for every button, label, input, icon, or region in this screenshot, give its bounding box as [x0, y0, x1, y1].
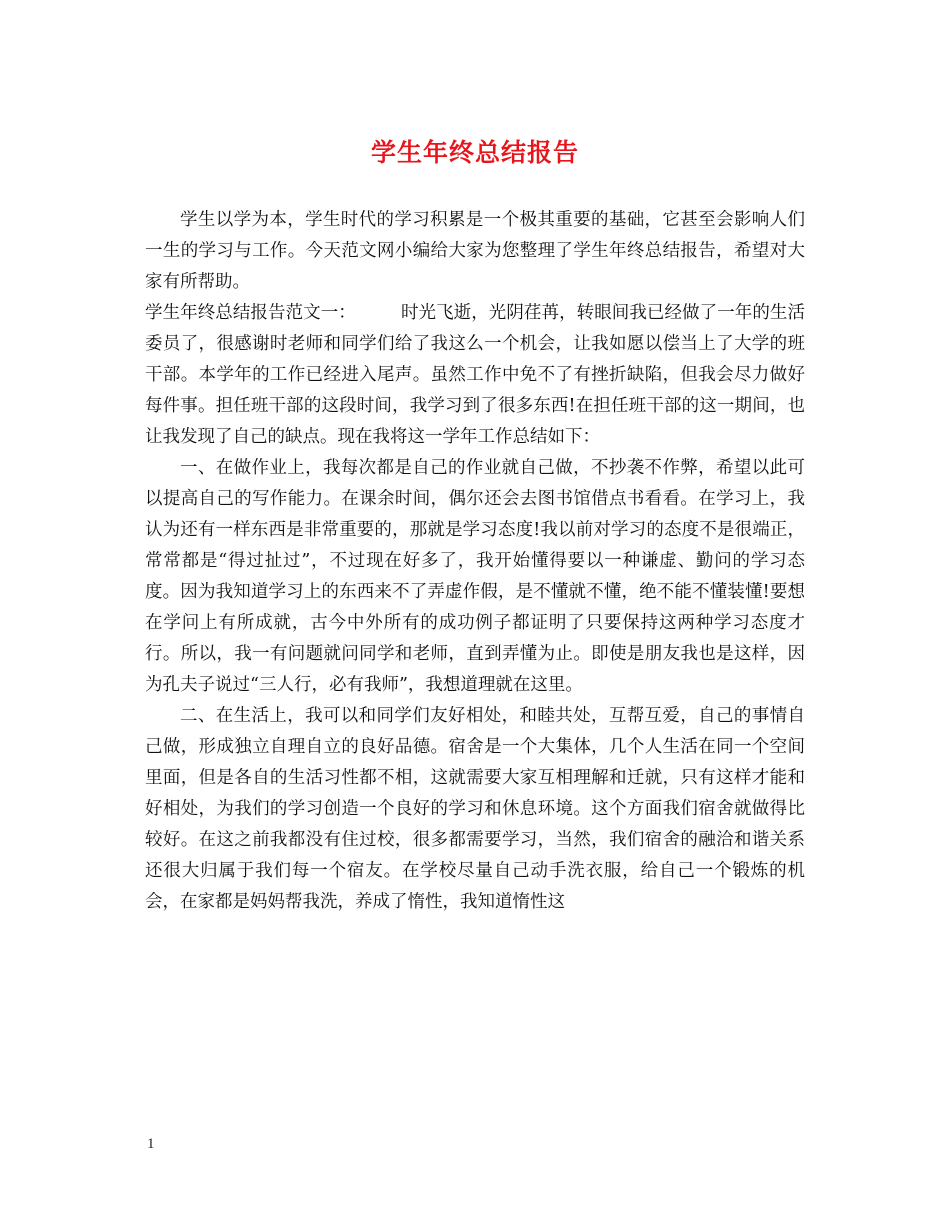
- sample-paragraph: [145, 298, 805, 453]
- document-title: 学生年终总结报告: [370, 138, 579, 167]
- page-number: 1: [147, 1136, 155, 1152]
- document-body: [145, 205, 805, 918]
- sample-label: 学生年终总结报告范文一：: [145, 303, 356, 323]
- sample-gap: [356, 303, 401, 323]
- sample-text: 时光飞逝，光阴荏苒，转眼间我已经做了一年的生活委员了，很感谢时老师和同学们给了我这么一个机会，让我如愿以偿当上了大学的班干部。本学年的工作已经进入尾声。虽然工作中免不了有挫折缺陷，但我会尽力做好每件事。担任班干部的这段时间，我学习到了很多东西!在担任班干部的这一期间，也让我发现了自己的缺点。现在我将这一学年工作总结如下：: [145, 303, 805, 447]
- paragraph-study: 一、在做作业上，我每次都是自己的作业就自己做，不抄袭不作弊，希望以此可以提高自己的写作能力。在课余时间，偶尔还会去图书馆借点书看看。在学习上，我认为还有一样东西是非常重要的，那就是学习态度!我以前对学习的态度不是很端正，常常都是“得过扯过”，不过现在好多了，我开始懂得要以一种谦虚、勤问的学习态度。因为我知道学习上的东西来不了弄虚作假，是不懂就不懂，绝不能不懂装懂!要想在学问上有所成就，古今中外所有的成功例子都证明了只要保持这两种学习态度才行。所以，我一有问题就问同学和老师，直到弄懂为止。即使是朋友我也是这样，因为孔夫子说过“三人行，必有我师”，我想道理就在这里。: [145, 458, 805, 695]
- intro-paragraph: 学生以学为本，学生时代的学习积累是一个极其重要的基础，它甚至会影响人们一生的学习与工作。今天范文网小编给大家为您整理了学生年终总结报告，希望对大家有所帮助。: [145, 210, 805, 292]
- paragraph-life: 二、在生活上，我可以和同学们友好相处，和睦共处，互帮互爱，自己的事情自己做，形成独立自理自立的良好品德。宿舍是一个大集体，几个人生活在同一个空间里面，但是各自的生活习性都不相，这就需要大家互相理解和迁就，只有这样才能和好相处，为我们的学习创造一个良好的学习和休息环境。这个方面我们宿舍就做得比较好。在这之前我都没有住过校，很多都需要学习，当然，我们宿舍的融洽和谐关系还很大归属于我们每一个宿友。在学校尽量自己动手洗衣服，给自己一个锻炼的机会，在家都是妈妈帮我洗，养成了惰性，我知道惰性这: [145, 706, 805, 912]
